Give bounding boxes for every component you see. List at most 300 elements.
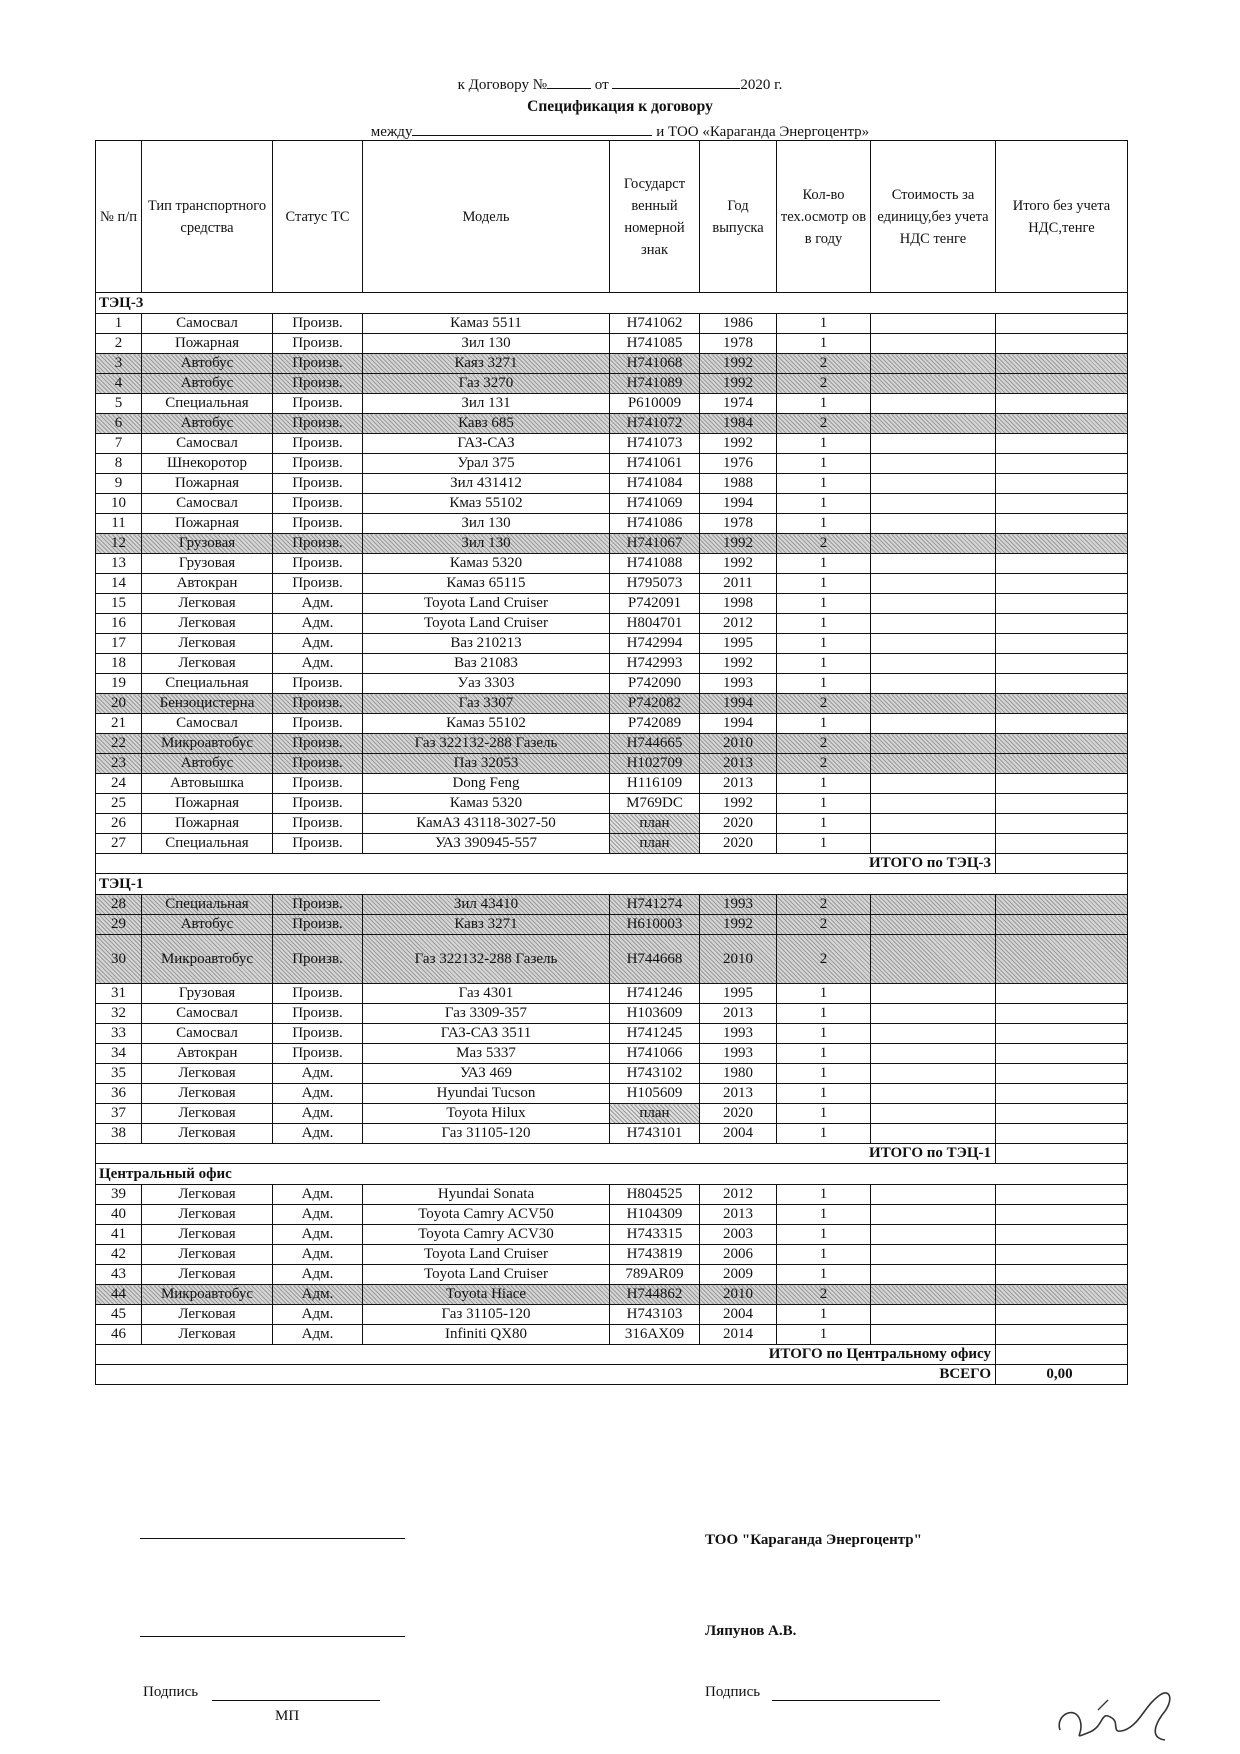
manufacture-year: 1992 <box>700 915 777 935</box>
vehicle-model: Ваз 210213 <box>363 634 610 654</box>
unit-cost <box>871 1205 996 1225</box>
row-number: 10 <box>96 494 142 514</box>
manufacture-year: 2004 <box>700 1305 777 1325</box>
unit-cost <box>871 494 996 514</box>
manufacture-year: 2011 <box>700 574 777 594</box>
table-row <box>96 414 1128 434</box>
inspection-count: 1 <box>777 514 871 534</box>
row-total <box>996 984 1128 1004</box>
vehicle-model: Toyota Land Cruiser <box>363 614 610 634</box>
vehicle-type: Специальная <box>142 674 273 694</box>
vehicle-model: Toyota Land Cruiser <box>363 1245 610 1265</box>
plate-number: Н741072 <box>610 414 700 434</box>
table-row <box>96 1185 1128 1205</box>
section-title: ТЭЦ-3 <box>96 293 1128 314</box>
row-total <box>996 714 1128 734</box>
section-total-row <box>96 1345 1128 1365</box>
table-row <box>96 915 1128 935</box>
vehicle-model: УАЗ 390945-557 <box>363 834 610 854</box>
unit-cost <box>871 414 996 434</box>
vehicle-status: Произв. <box>273 454 363 474</box>
plate-number: Н741089 <box>610 374 700 394</box>
row-number: 16 <box>96 614 142 634</box>
vehicle-model: Зил 130 <box>363 514 610 534</box>
plate-number: Н741067 <box>610 534 700 554</box>
unit-cost <box>871 794 996 814</box>
vehicle-model: Камаз 5320 <box>363 794 610 814</box>
contract-line: к Договору № от 2020 г. <box>0 74 1240 94</box>
row-total <box>996 1225 1128 1245</box>
vehicle-model: Кавз 3271 <box>363 915 610 935</box>
vehicle-model: Toyota Camry ACV30 <box>363 1225 610 1245</box>
manufacture-year: 1992 <box>700 434 777 454</box>
inspection-count: 2 <box>777 915 871 935</box>
vehicle-status: Произв. <box>273 494 363 514</box>
table-row <box>96 895 1128 915</box>
footer-company: ТОО "Караганда Энергоцентр" <box>705 1532 922 1548</box>
vehicle-model: Камаз 65115 <box>363 574 610 594</box>
row-total <box>996 514 1128 534</box>
stamp-label: МП <box>275 1708 300 1724</box>
row-number: 31 <box>96 984 142 1004</box>
vehicle-model: Каяз 3271 <box>363 354 610 374</box>
table-row <box>96 734 1128 754</box>
vehicle-model: ГАЗ-САЗ 3511 <box>363 1024 610 1044</box>
left-company-line <box>140 1538 405 1539</box>
table-header-row <box>96 141 1128 293</box>
vehicle-model: Зил 130 <box>363 334 610 354</box>
table-row <box>96 774 1128 794</box>
plate-number: Н741061 <box>610 454 700 474</box>
row-total <box>996 654 1128 674</box>
section-total-value <box>996 1144 1128 1164</box>
row-number: 12 <box>96 534 142 554</box>
vehicle-type: Легковая <box>142 1104 273 1124</box>
plate-number: Н741088 <box>610 554 700 574</box>
inspection-count: 1 <box>777 434 871 454</box>
unit-cost <box>871 354 996 374</box>
inspection-count: 1 <box>777 1185 871 1205</box>
plate-number: Н744665 <box>610 734 700 754</box>
plate-number: Н105609 <box>610 1084 700 1104</box>
row-number: 21 <box>96 714 142 734</box>
manufacture-year: 1978 <box>700 334 777 354</box>
vehicle-status: Адм. <box>273 1305 363 1325</box>
table-row <box>96 314 1128 334</box>
row-total <box>996 895 1128 915</box>
vehicle-status: Произв. <box>273 474 363 494</box>
manufacture-year: 1986 <box>700 314 777 334</box>
vehicle-type: Автокран <box>142 1044 273 1064</box>
section-row <box>96 1164 1128 1185</box>
column-header: № п/п <box>96 141 142 293</box>
manufacture-year: 2004 <box>700 1124 777 1144</box>
row-number: 33 <box>96 1024 142 1044</box>
unit-cost <box>871 454 996 474</box>
table-row <box>96 1044 1128 1064</box>
plate-number: Н804701 <box>610 614 700 634</box>
plate-number: Н741086 <box>610 514 700 534</box>
row-number: 13 <box>96 554 142 574</box>
row-number: 20 <box>96 694 142 714</box>
vehicle-status: Адм. <box>273 654 363 674</box>
inspection-count: 1 <box>777 1004 871 1024</box>
vehicle-model: Маз 5337 <box>363 1044 610 1064</box>
inspection-count: 1 <box>777 1104 871 1124</box>
inspection-count: 1 <box>777 1225 871 1245</box>
manufacture-year: 1992 <box>700 354 777 374</box>
left-signer-line <box>140 1636 405 1637</box>
vehicle-type: Легковая <box>142 1124 273 1144</box>
table-body <box>96 293 1128 1385</box>
table-row <box>96 1024 1128 1044</box>
row-number: 17 <box>96 634 142 654</box>
inspection-count: 1 <box>777 1245 871 1265</box>
row-total <box>996 494 1128 514</box>
plate-number: Н742993 <box>610 654 700 674</box>
vehicle-type: Легковая <box>142 1064 273 1084</box>
row-number: 15 <box>96 594 142 614</box>
signature-image <box>1050 1660 1200 1750</box>
row-number: 22 <box>96 734 142 754</box>
vehicle-model: Паз 32053 <box>363 754 610 774</box>
manufacture-year: 1978 <box>700 514 777 534</box>
unit-cost <box>871 1245 996 1265</box>
vehicle-type: Легковая <box>142 634 273 654</box>
row-total <box>996 1305 1128 1325</box>
plate-number: план <box>610 1104 700 1124</box>
manufacture-year: 2003 <box>700 1225 777 1245</box>
inspection-count: 1 <box>777 1325 871 1345</box>
vehicle-status: Произв. <box>273 714 363 734</box>
vehicle-status: Произв. <box>273 984 363 1004</box>
vehicle-model: Toyota Land Cruiser <box>363 1265 610 1285</box>
manufacture-year: 2013 <box>700 1205 777 1225</box>
row-total <box>996 1185 1128 1205</box>
row-total <box>996 814 1128 834</box>
manufacture-year: 1992 <box>700 794 777 814</box>
plate-number: Н741085 <box>610 334 700 354</box>
vehicle-status: Произв. <box>273 774 363 794</box>
vehicle-type: Грузовая <box>142 984 273 1004</box>
vehicle-status: Произв. <box>273 1024 363 1044</box>
inspection-count: 1 <box>777 474 871 494</box>
plate-number: Н741245 <box>610 1024 700 1044</box>
manufacture-year: 1993 <box>700 674 777 694</box>
vehicle-model: Toyota Hilux <box>363 1104 610 1124</box>
manufacture-year: 2013 <box>700 774 777 794</box>
section-total-value <box>996 854 1128 874</box>
row-total <box>996 314 1128 334</box>
table-row <box>96 474 1128 494</box>
parties-line: между и ТОО «Караганда Энергоцентр» <box>0 121 1240 141</box>
unit-cost <box>871 1004 996 1024</box>
row-number: 1 <box>96 314 142 334</box>
unit-cost <box>871 984 996 1004</box>
vehicle-model: Камаз 5511 <box>363 314 610 334</box>
table-row <box>96 554 1128 574</box>
column-header: Год выпуска <box>700 141 777 293</box>
vehicle-status: Произв. <box>273 334 363 354</box>
vehicle-model: Газ 4301 <box>363 984 610 1004</box>
document-title: Спецификация к договору <box>527 98 713 115</box>
plate-number: Н104309 <box>610 1205 700 1225</box>
vehicle-model: ГАЗ-САЗ <box>363 434 610 454</box>
inspection-count: 1 <box>777 1024 871 1044</box>
unit-cost <box>871 1225 996 1245</box>
unit-cost <box>871 734 996 754</box>
vehicle-type: Микроавтобус <box>142 1285 273 1305</box>
row-total <box>996 1104 1128 1124</box>
row-total <box>996 1285 1128 1305</box>
section-total-row <box>96 854 1128 874</box>
row-number: 44 <box>96 1285 142 1305</box>
vehicle-model: Зил 43410 <box>363 895 610 915</box>
row-total <box>996 454 1128 474</box>
vehicle-type: Легковая <box>142 594 273 614</box>
unit-cost <box>871 314 996 334</box>
column-header: Итого без учета НДС,тенге <box>996 141 1128 293</box>
inspection-count: 1 <box>777 1305 871 1325</box>
row-number: 29 <box>96 915 142 935</box>
inspection-count: 1 <box>777 314 871 334</box>
table-row <box>96 594 1128 614</box>
inspection-count: 2 <box>777 374 871 394</box>
table-row <box>96 574 1128 594</box>
vehicle-status: Адм. <box>273 1245 363 1265</box>
left-sign-label: Подпись <box>143 1684 199 1700</box>
row-number: 23 <box>96 754 142 774</box>
section-total-value <box>996 1345 1128 1365</box>
vehicle-status: Адм. <box>273 614 363 634</box>
unit-cost <box>871 1104 996 1124</box>
row-total <box>996 834 1128 854</box>
manufacture-year: 2009 <box>700 1265 777 1285</box>
vehicle-status: Произв. <box>273 1044 363 1064</box>
unit-cost <box>871 915 996 935</box>
manufacture-year: 1993 <box>700 1044 777 1064</box>
vehicle-model: Зил 131 <box>363 394 610 414</box>
plate-number: Н742994 <box>610 634 700 654</box>
row-total <box>996 374 1128 394</box>
row-number: 46 <box>96 1325 142 1345</box>
vehicle-type: Пожарная <box>142 334 273 354</box>
table-row <box>96 1064 1128 1084</box>
vehicle-model: Газ 322132-288 Газель <box>363 935 610 984</box>
row-total <box>996 1124 1128 1144</box>
plate-number: Н102709 <box>610 754 700 774</box>
manufacture-year: 1994 <box>700 494 777 514</box>
vehicle-model: Камаз 55102 <box>363 714 610 734</box>
plate-number: Н743819 <box>610 1245 700 1265</box>
manufacture-year: 1992 <box>700 654 777 674</box>
manufacture-year: 1995 <box>700 634 777 654</box>
row-number: 14 <box>96 574 142 594</box>
vehicle-type: Автобус <box>142 374 273 394</box>
inspection-count: 2 <box>777 534 871 554</box>
manufacture-year: 1974 <box>700 394 777 414</box>
row-total <box>996 414 1128 434</box>
row-number: 6 <box>96 414 142 434</box>
grand-total-row <box>96 1365 1128 1385</box>
vehicle-type: Легковая <box>142 1265 273 1285</box>
row-total <box>996 554 1128 574</box>
table-row <box>96 654 1128 674</box>
inspection-count: 1 <box>777 634 871 654</box>
vehicle-status: Адм. <box>273 1084 363 1104</box>
vehicle-type: Бензоцистерна <box>142 694 273 714</box>
vehicle-model: Dong Feng <box>363 774 610 794</box>
row-number: 32 <box>96 1004 142 1024</box>
vehicle-type: Легковая <box>142 1205 273 1225</box>
inspection-count: 2 <box>777 734 871 754</box>
row-number: 35 <box>96 1064 142 1084</box>
plate-number: 316AX09 <box>610 1325 700 1345</box>
column-header: Стоимость за единицу,без учета НДС тенге <box>871 141 996 293</box>
vehicle-type: Самосвал <box>142 1004 273 1024</box>
vehicle-type: Шнекоротор <box>142 454 273 474</box>
inspection-count: 2 <box>777 895 871 915</box>
row-total <box>996 534 1128 554</box>
plate-number: 789AR09 <box>610 1265 700 1285</box>
plate-number: Р742091 <box>610 594 700 614</box>
vehicle-type: Автобус <box>142 754 273 774</box>
vehicle-type: Легковая <box>142 1084 273 1104</box>
plate-number: Н744862 <box>610 1285 700 1305</box>
plate-number: Н741084 <box>610 474 700 494</box>
inspection-count: 2 <box>777 935 871 984</box>
row-total <box>996 754 1128 774</box>
manufacture-year: 1994 <box>700 694 777 714</box>
vehicle-type: Самосвал <box>142 434 273 454</box>
unit-cost <box>871 1084 996 1104</box>
row-total <box>996 774 1128 794</box>
row-number: 27 <box>96 834 142 854</box>
unit-cost <box>871 594 996 614</box>
inspection-count: 1 <box>777 794 871 814</box>
vehicle-status: Адм. <box>273 1325 363 1345</box>
vehicle-type: Легковая <box>142 1225 273 1245</box>
vehicle-status: Адм. <box>273 1185 363 1205</box>
row-total <box>996 394 1128 414</box>
section-total-label: ИТОГО по Центральному офису <box>96 1345 996 1365</box>
manufacture-year: 1988 <box>700 474 777 494</box>
table-row <box>96 935 1128 984</box>
vehicle-type: Пожарная <box>142 794 273 814</box>
unit-cost <box>871 474 996 494</box>
row-total <box>996 734 1128 754</box>
plate-number: Н804525 <box>610 1185 700 1205</box>
column-header: Тип транспортного средства <box>142 141 273 293</box>
vehicle-type: Легковая <box>142 654 273 674</box>
vehicle-status: Адм. <box>273 1124 363 1144</box>
plate-number: Н743103 <box>610 1305 700 1325</box>
table-row <box>96 834 1128 854</box>
inspection-count: 1 <box>777 774 871 794</box>
vehicle-status: Произв. <box>273 534 363 554</box>
table-row <box>96 1004 1128 1024</box>
unit-cost <box>871 1305 996 1325</box>
unit-cost <box>871 394 996 414</box>
plate-number: Н743315 <box>610 1225 700 1245</box>
plate-number: М769DC <box>610 794 700 814</box>
row-number: 4 <box>96 374 142 394</box>
grand-total-value: 0,00 <box>996 1365 1128 1385</box>
vehicle-type: Легковая <box>142 1305 273 1325</box>
vehicle-status: Адм. <box>273 1064 363 1084</box>
plate-number: Н741066 <box>610 1044 700 1064</box>
inspection-count: 1 <box>777 554 871 574</box>
section-total-row <box>96 1144 1128 1164</box>
vehicle-model: Газ 3309-357 <box>363 1004 610 1024</box>
unit-cost <box>871 1064 996 1084</box>
vehicle-model: Уаз 3303 <box>363 674 610 694</box>
vehicle-type: Микроавтобус <box>142 734 273 754</box>
row-number: 19 <box>96 674 142 694</box>
table-row <box>96 1084 1128 1104</box>
row-number: 43 <box>96 1265 142 1285</box>
unit-cost <box>871 614 996 634</box>
unit-cost <box>871 1185 996 1205</box>
unit-cost <box>871 674 996 694</box>
row-total <box>996 434 1128 454</box>
manufacture-year: 1992 <box>700 534 777 554</box>
vehicle-status: Адм. <box>273 1225 363 1245</box>
vehicle-model: КамАЗ 43118-3027-50 <box>363 814 610 834</box>
vehicle-model: Toyota Land Cruiser <box>363 594 610 614</box>
table-row <box>96 1325 1128 1345</box>
vehicle-type: Автобус <box>142 414 273 434</box>
row-number: 3 <box>96 354 142 374</box>
table-row <box>96 1104 1128 1124</box>
inspection-count: 1 <box>777 814 871 834</box>
plate-number: Н744668 <box>610 935 700 984</box>
inspection-count: 1 <box>777 1084 871 1104</box>
column-header: Государст венный номерной знак <box>610 141 700 293</box>
section-row <box>96 293 1128 314</box>
vehicle-model: Toyota Camry ACV50 <box>363 1205 610 1225</box>
inspection-count: 1 <box>777 714 871 734</box>
plate-number: Н795073 <box>610 574 700 594</box>
row-total <box>996 1325 1128 1345</box>
manufacture-year: 1992 <box>700 374 777 394</box>
row-number: 18 <box>96 654 142 674</box>
unit-cost <box>871 334 996 354</box>
unit-cost <box>871 895 996 915</box>
inspection-count: 1 <box>777 1265 871 1285</box>
manufacture-year: 2020 <box>700 814 777 834</box>
table-row <box>96 694 1128 714</box>
unit-cost <box>871 834 996 854</box>
plate-number: Р610009 <box>610 394 700 414</box>
unit-cost <box>871 1285 996 1305</box>
row-number: 41 <box>96 1225 142 1245</box>
table-row <box>96 394 1128 414</box>
manufacture-year: 2014 <box>700 1325 777 1345</box>
table-row <box>96 334 1128 354</box>
plate-number: Н103609 <box>610 1004 700 1024</box>
row-number: 37 <box>96 1104 142 1124</box>
row-total <box>996 935 1128 984</box>
table-row <box>96 814 1128 834</box>
row-number: 26 <box>96 814 142 834</box>
row-total <box>996 1044 1128 1064</box>
row-total <box>996 1024 1128 1044</box>
inspection-count: 1 <box>777 1064 871 1084</box>
vehicle-type: Легковая <box>142 1185 273 1205</box>
unit-cost <box>871 534 996 554</box>
vehicle-status: Произв. <box>273 754 363 774</box>
